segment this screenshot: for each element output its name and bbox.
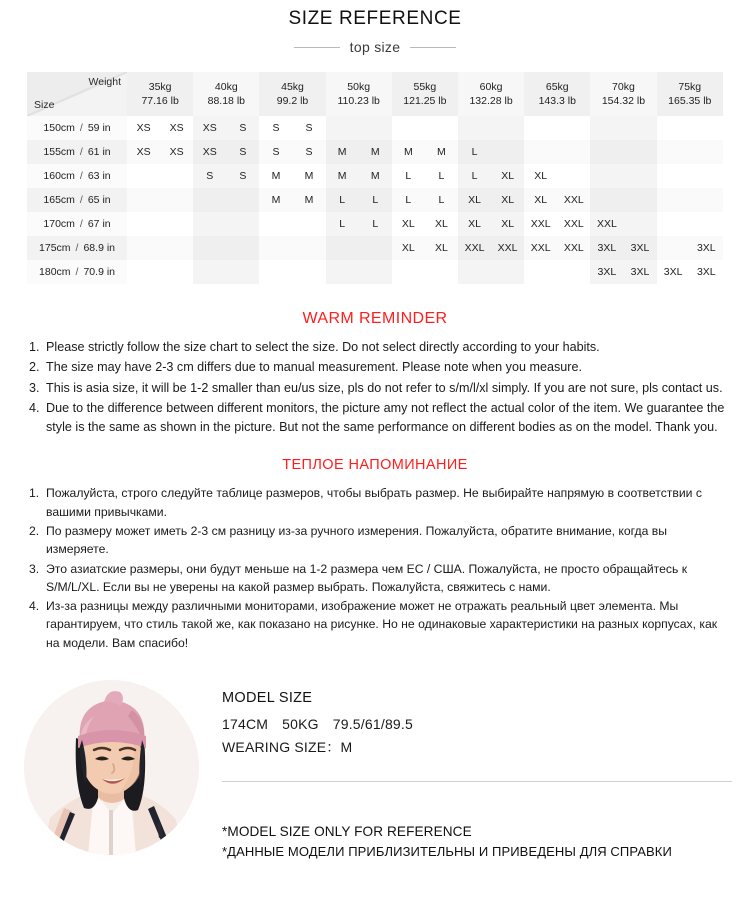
size-cell: M	[425, 140, 458, 164]
table-body	[27, 116, 723, 284]
size-cell: 3XL	[657, 260, 690, 284]
model-weight: 50KG	[282, 716, 319, 732]
size-cell: 3XL	[623, 236, 656, 260]
warm-reminder-ru-note: По размеру может иметь 2-3 см разницу из-за ручного измерения. Пожалуйста, обратите внимание, когда вы измеряете.	[46, 523, 668, 557]
size-cell: M	[293, 188, 326, 212]
size-cell-empty	[491, 140, 524, 164]
model-height: 174CM	[222, 716, 269, 732]
size-cell: L	[326, 188, 359, 212]
height-cm: 150cm	[43, 122, 75, 134]
size-cell: 3XL	[590, 260, 623, 284]
size-cell: XXL	[557, 188, 590, 212]
size-cell-empty	[392, 116, 425, 140]
size-cell: XS	[127, 140, 160, 164]
height-in: 59 in	[87, 122, 111, 134]
size-cell-empty	[259, 212, 292, 236]
size-cell-empty	[557, 164, 590, 188]
size-cell: S	[259, 116, 292, 140]
subtitle-text: top size	[349, 39, 401, 55]
weight-lb-label: 154.32 lb	[601, 95, 646, 107]
height-cm: 175cm	[39, 242, 71, 254]
size-cell-empty	[326, 116, 359, 140]
weight-column-header-35kg	[127, 72, 193, 116]
height-cm: 165cm	[43, 194, 75, 206]
weight-column-header-50kg	[326, 72, 392, 116]
size-cell: L	[359, 212, 392, 236]
page-header	[0, 0, 750, 55]
size-cell: M	[259, 188, 292, 212]
row-height-label	[27, 188, 127, 212]
height-cm: 180cm	[39, 266, 71, 278]
row-height-label	[27, 164, 127, 188]
size-cell-empty	[359, 236, 392, 260]
row-height-label	[27, 116, 127, 140]
size-cell-empty	[259, 260, 292, 284]
size-cell: 3XL	[690, 260, 723, 284]
height-separator: /	[79, 146, 83, 158]
table-header-row	[27, 72, 723, 116]
subtitle-row	[0, 39, 750, 55]
size-cell: XS	[160, 140, 193, 164]
size-cell-empty	[657, 212, 690, 236]
size-cell-empty	[557, 116, 590, 140]
size-cell: XXL	[491, 236, 524, 260]
size-cell-empty	[127, 188, 160, 212]
height-separator: /	[75, 266, 79, 278]
size-cell: M	[326, 164, 359, 188]
size-cell: XL	[491, 212, 524, 236]
size-cell-empty	[160, 164, 193, 188]
row-height-label	[27, 212, 127, 236]
table-head	[27, 72, 723, 116]
warm-reminder-list	[22, 338, 728, 437]
weight-kg-label: 35kg	[148, 80, 172, 93]
table-row	[27, 236, 723, 260]
weight-kg-label: 50kg	[347, 80, 371, 93]
height-in: 68.9 in	[83, 242, 115, 254]
size-cell-empty	[160, 260, 193, 284]
weight-kg-label: 40kg	[214, 80, 238, 93]
size-cell-empty	[193, 212, 226, 236]
size-cell-empty	[160, 212, 193, 236]
size-cell: M	[326, 140, 359, 164]
size-cell: S	[226, 140, 259, 164]
model-info-column	[222, 678, 750, 862]
size-cell: L	[458, 164, 491, 188]
size-cell-empty	[359, 260, 392, 284]
model-footnote-en: *MODEL SIZE ONLY FOR REFERENCE	[222, 824, 472, 839]
size-cell-empty	[458, 260, 491, 284]
size-cell: L	[425, 188, 458, 212]
weight-kg-label: 65kg	[545, 80, 569, 93]
row-height-label	[27, 260, 127, 284]
size-cell: L	[359, 188, 392, 212]
model-measurements-line	[222, 716, 732, 732]
size-cell: S	[226, 164, 259, 188]
size-cell-empty	[657, 116, 690, 140]
table-row	[27, 116, 723, 140]
size-cell-empty	[491, 116, 524, 140]
weight-lb-label: 77.16 lb	[141, 95, 179, 107]
subtitle-rule-left	[294, 47, 340, 48]
height-cm: 155cm	[43, 146, 75, 158]
size-cell: S	[293, 116, 326, 140]
model-wearing-line	[222, 737, 732, 757]
size-cell-empty	[193, 188, 226, 212]
size-cell-empty	[425, 260, 458, 284]
size-cell: XL	[524, 188, 557, 212]
size-cell: XXL	[524, 212, 557, 236]
size-cell: S	[259, 140, 292, 164]
warm-reminder-note: The size may have 2-3 cm differs due to manual measurement. Please note when you measure.	[46, 360, 582, 375]
model-footnote-ru: *ДАННЫЕ МОДЕЛИ ПРИБЛИЗИТЕЛЬНЫ И ПРИВЕДЕНЫ ДЛЯ СПРАВКИ	[222, 844, 672, 860]
size-cell-empty	[657, 164, 690, 188]
size-cell-empty	[657, 188, 690, 212]
size-cell-empty	[160, 236, 193, 260]
weight-column-header-70kg	[590, 72, 656, 116]
height-separator: /	[79, 194, 83, 206]
corner-weight-label: Weight	[88, 76, 122, 88]
size-cell: XL	[425, 236, 458, 260]
size-cell-empty	[127, 260, 160, 284]
table-row	[27, 164, 723, 188]
size-cell: XL	[458, 188, 491, 212]
size-cell: XL	[491, 188, 524, 212]
weight-lb-label: 132.28 lb	[469, 95, 513, 107]
height-separator: /	[75, 242, 79, 254]
size-cell-empty	[557, 260, 590, 284]
row-height-label	[27, 236, 127, 260]
page-title: SIZE REFERENCE	[288, 8, 462, 29]
size-cell-empty	[590, 140, 623, 164]
size-cell-empty	[590, 164, 623, 188]
weight-kg-label: 75kg	[678, 80, 702, 93]
warm-reminder-note: Due to the difference between different monitors, the picture amy not reflect the actual color of the item. We guarantee the style is the same as shown in the picture. But not the same performance on different bodies as on the model. Thank you.	[46, 400, 725, 435]
wearing-size-label: WEARING SIZE：	[222, 739, 341, 755]
size-cell: XL	[425, 212, 458, 236]
weight-column-header-60kg	[458, 72, 524, 116]
warm-reminder-note: Please strictly follow the size chart to select the size. Do not select directly according to your habits.	[46, 340, 600, 354]
weight-lb-label: 110.23 lb	[337, 95, 380, 107]
size-cell: L	[425, 164, 458, 188]
size-cell: XL	[458, 212, 491, 236]
size-cell-empty	[458, 116, 491, 140]
size-cell: XXL	[524, 236, 557, 260]
height-in: 63 in	[87, 170, 111, 182]
table-row	[27, 260, 723, 284]
size-cell-empty	[193, 260, 226, 284]
size-cell-empty	[690, 188, 723, 212]
warm-reminder-ru-section	[22, 457, 728, 652]
model-portrait-illustration	[24, 680, 199, 855]
model-photo	[24, 680, 199, 855]
warm-reminder-section	[22, 310, 728, 437]
warm-reminder-ru-note: Из-за разницы между различными мониторами, изображение может не отражать реальный цвет элемента. Мы гарантируем, что стиль такой же, как показано на рисунке. Но не одинаковые характеристики на разных корпусах, как на модели. Вам спасибо!	[46, 599, 718, 650]
model-divider	[222, 781, 732, 782]
size-cell: L	[458, 140, 491, 164]
size-cell-empty	[226, 236, 259, 260]
size-cell: XXL	[557, 236, 590, 260]
subtitle-rule-right	[410, 47, 456, 48]
size-cell-empty	[326, 236, 359, 260]
size-cell-empty	[524, 116, 557, 140]
weight-kg-label: 45kg	[281, 80, 304, 93]
size-cell-empty	[127, 236, 160, 260]
size-cell-empty	[326, 260, 359, 284]
weight-column-header-45kg	[259, 72, 325, 116]
warm-reminder-ru-list	[22, 484, 728, 652]
size-cell-empty	[690, 140, 723, 164]
height-cm: 170cm	[43, 218, 75, 230]
weight-lb-label: 88.18 lb	[207, 95, 245, 107]
size-cell-empty	[293, 236, 326, 260]
weight-lb-label: 165.35 lb	[668, 95, 712, 107]
corner-header-cell	[27, 72, 127, 116]
size-cell-empty	[623, 212, 656, 236]
size-cell-empty	[657, 236, 690, 260]
size-cell: L	[392, 188, 425, 212]
weight-column-header-40kg	[193, 72, 259, 116]
row-height-label	[27, 140, 127, 164]
size-cell: XXL	[458, 236, 491, 260]
table-row	[27, 212, 723, 236]
size-cell-empty	[226, 188, 259, 212]
warm-reminder-ru-note: Это азиатские размеры, они будут меньше на 1-2 размера чем ЕС / США. Пожалуйста, не просто обращайтесь к S/M/L/XL. Если вы не уверены на какой размер выбрать. Пожалуйста, свяжитесь с нами.	[46, 561, 688, 594]
size-cell: 3XL	[623, 260, 656, 284]
height-separator: /	[79, 170, 83, 182]
model-section	[0, 678, 750, 862]
size-cell-empty	[160, 188, 193, 212]
weight-column-header-65kg	[524, 72, 590, 116]
table-row	[27, 140, 723, 164]
weight-lb-label: 121.25 lb	[403, 95, 447, 107]
size-cell: M	[359, 164, 392, 188]
size-cell: M	[359, 140, 392, 164]
size-cell: M	[293, 164, 326, 188]
weight-kg-label: 55kg	[413, 80, 437, 93]
size-cell: 3XL	[590, 236, 623, 260]
size-reference-table	[27, 72, 723, 284]
warm-reminder-ru-note: Пожалуйста, строго следуйте таблице размеров, чтобы выбрать размер. Не выбирайте напрямую в соответствии с вашими привычками.	[46, 486, 702, 519]
size-cell-empty	[690, 212, 723, 236]
model-body-measurements: 79.5/61/89.5	[332, 716, 413, 732]
warm-reminder-ru-title: ТЕПЛОЕ НАПОМИНАНИЕ	[282, 457, 468, 474]
size-cell-empty	[657, 140, 690, 164]
size-cell: 3XL	[690, 236, 723, 260]
corner-size-label: Size	[34, 99, 55, 111]
height-in: 70.9 in	[83, 266, 115, 278]
model-size-heading: MODEL SIZE	[222, 690, 313, 706]
weight-lb-label: 143.3 lb	[538, 95, 576, 107]
size-cell-empty	[425, 116, 458, 140]
size-cell-empty	[293, 212, 326, 236]
size-cell-empty	[127, 164, 160, 188]
size-cell: S	[226, 116, 259, 140]
size-cell: XL	[392, 236, 425, 260]
size-cell-empty	[690, 116, 723, 140]
height-cm: 160cm	[43, 170, 75, 182]
size-cell-empty	[293, 260, 326, 284]
size-cell-empty	[590, 188, 623, 212]
size-cell-empty	[557, 140, 590, 164]
size-table-wrapper	[27, 72, 723, 284]
size-cell-empty	[590, 116, 623, 140]
size-cell-empty	[491, 260, 524, 284]
size-cell: M	[392, 140, 425, 164]
wearing-size-value: M	[340, 739, 353, 755]
size-cell-empty	[690, 164, 723, 188]
size-cell-empty	[623, 188, 656, 212]
size-cell: XS	[193, 116, 226, 140]
size-cell: XL	[392, 212, 425, 236]
size-cell: XS	[160, 116, 193, 140]
size-cell-empty	[392, 260, 425, 284]
height-in: 61 in	[87, 146, 111, 158]
height-in: 65 in	[87, 194, 111, 206]
height-separator: /	[79, 122, 83, 134]
size-cell: XXL	[590, 212, 623, 236]
size-cell: S	[193, 164, 226, 188]
size-cell-empty	[623, 116, 656, 140]
height-in: 67 in	[87, 218, 111, 230]
model-footnotes	[222, 822, 732, 862]
model-photo-column	[0, 678, 222, 855]
size-cell-empty	[524, 260, 557, 284]
size-cell: L	[326, 212, 359, 236]
table-row	[27, 188, 723, 212]
size-cell-empty	[193, 236, 226, 260]
size-cell: L	[392, 164, 425, 188]
warm-reminder-note: This is asia size, it will be 1-2 smaller than eu/us size, pls do not refer to s/m/l/xl simply. If you are not sure, pls contact us.	[46, 380, 723, 395]
weight-kg-label: 60kg	[479, 80, 503, 93]
size-cell-empty	[623, 140, 656, 164]
size-cell-empty	[226, 212, 259, 236]
warm-reminder-title: WARM REMINDER	[302, 310, 448, 327]
size-cell: XXL	[557, 212, 590, 236]
weight-column-header-75kg	[657, 72, 723, 116]
size-cell: XL	[524, 164, 557, 188]
size-cell-empty	[524, 140, 557, 164]
size-cell: XS	[193, 140, 226, 164]
height-separator: /	[79, 218, 83, 230]
size-cell-empty	[359, 116, 392, 140]
size-cell: XS	[127, 116, 160, 140]
weight-lb-label: 99.2 lb	[276, 95, 309, 107]
size-cell: S	[293, 140, 326, 164]
weight-kg-label: 70kg	[612, 80, 635, 93]
size-cell-empty	[623, 164, 656, 188]
size-cell: M	[259, 164, 292, 188]
size-cell: XL	[491, 164, 524, 188]
size-cell-empty	[226, 260, 259, 284]
size-cell-empty	[127, 212, 160, 236]
size-cell-empty	[259, 236, 292, 260]
weight-column-header-55kg	[392, 72, 458, 116]
